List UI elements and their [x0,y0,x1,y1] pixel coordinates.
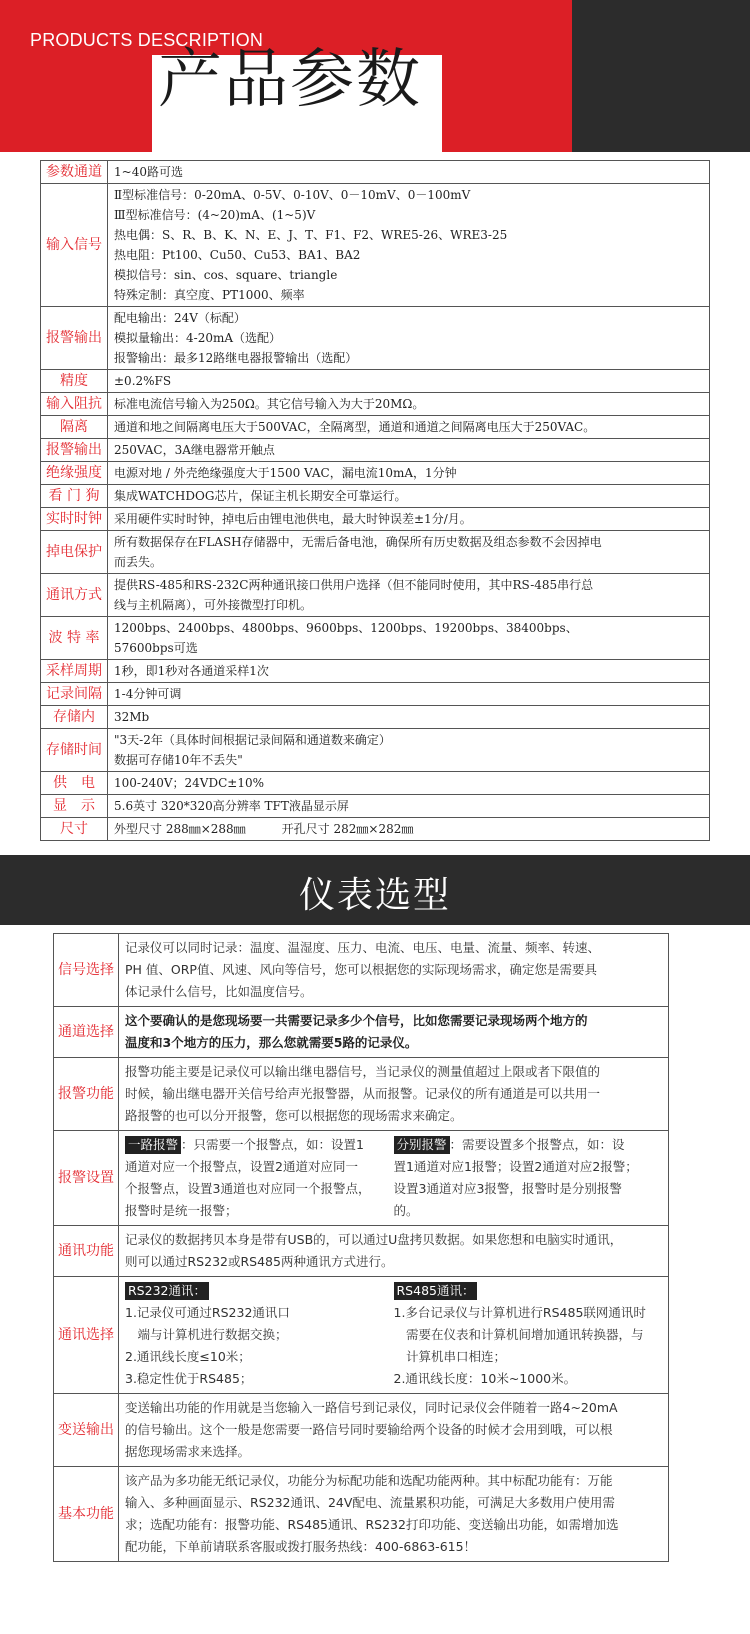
spec-row [41,307,710,370]
spec-value-line: 1200bps、2400bps、4800bps、9600bps、1200bps、19200bps、38400bps、 [114,621,578,635]
spec-row [41,485,710,508]
selection-row-signal [54,934,669,1007]
spec-value-line: 热电阻：Pt100、Cu50、Cu53、BA1、BA2 [114,248,361,262]
selection-row-basic [54,1467,669,1562]
row-label: 信号选择 [54,934,119,1007]
row-text: 记录仪的数据拷贝本身是带有USB的，可以通过U盘拷贝数据。如果您想和电脑实时通讯， 则可以通过RS232或RS485两种通讯方式进行。 [119,1226,669,1277]
row-label: 通道选择 [54,1007,119,1058]
spec-row [41,439,710,462]
spec-row [41,660,710,683]
spec-value-line: Ⅲ型标准信号：(4~20)mA、(1~5)V [114,208,316,222]
spec-label: 看 门 狗 [41,485,108,508]
row-text: 变送输出功能的作用就是当您输入一路信号到记录仪，同时记录仪会伴随着一路4~20mA 的信号输出。这个一般是您需要一路信号同时要输给两个设备的时候才会用到哦，可以根 据您现场需求来选择。 [119,1394,669,1467]
spec-row [41,370,710,393]
spec-value-line: 250VAC，3A继电器常开触点 [114,443,275,457]
rs232-tag: RS232通讯： [125,1282,209,1300]
spec-value-line: 模拟量输出：4-20mA（选配） [114,331,282,345]
rs232-column: RS232通讯： 1.记录仪可通过RS232通讯口 端与计算机进行数据交换； 2.通讯线长度≤10米； 3.稳定性优于RS485； [125,1283,290,1386]
spec-value [108,161,710,184]
spec-value [108,795,710,818]
spec-value [108,729,710,772]
spec-row [41,184,710,307]
spec-label: 供 电 [41,772,108,795]
selection-row-channel [54,1007,669,1058]
row-text [119,1131,669,1226]
row-label: 通讯功能 [54,1226,119,1277]
spec-label: 波 特 率 [41,617,108,660]
spec-value-line: 集成WATCHDOG芯片，保证主机长期安全可靠运行。 [114,489,407,503]
row-text: 这个要确认的是您现场要一共需要记录多少个信号，比如您需要记录现场两个地方的 温度和3个地方的压力，那么您就需要5路的记录仪。 [119,1007,669,1058]
spec-value-line: 标准电流信号输入为250Ω。其它信号输入为大于20MΩ。 [114,397,425,411]
selection-row-alarm-setting [54,1131,669,1226]
spec-label: 记录间隔 [41,683,108,706]
spec-row [41,706,710,729]
spec-value [108,772,710,795]
spec-value-line: ±0.2%FS [114,374,172,388]
alarm-separate-column: 分别报警 ：需要设置多个报警点，如：设 置1通道对应1报警；设置2通道对应2报警； 设置3通道对应3报警，报警时是分别报警 的。 [393,1137,638,1218]
rs485-column: RS485通讯： 1.多台记录仪与计算机进行RS485联网通讯时 需要在仪表和计算机间增加通讯转换器，与 计算机串口相连； 2.通讯线长度：10米~1000米。 [393,1283,646,1386]
selection-row-alarm-function [54,1058,669,1131]
spec-row [41,617,710,660]
spec-value-line: 热电偶：S、R、B、K、N、E、J、T、F1、F2、WRE5-26、WRE3-25 [114,228,508,242]
spec-row [41,161,710,184]
spec-value-line: 而丢失。 [114,555,163,569]
spec-value-line: 外型尺寸 288㎜×288㎜ 开孔尺寸 282㎜×282㎜ [114,822,414,836]
spec-value [108,307,710,370]
spec-value [108,706,710,729]
spec-value-line: 报警输出：最多12路继电器报警输出（选配） [114,351,358,365]
spec-value [108,818,710,841]
spec-value [108,462,710,485]
spec-value [108,683,710,706]
spec-value [108,439,710,462]
spec-value-line: 57600bps可选 [114,641,198,655]
spec-value [108,393,710,416]
spec-label: 尺寸 [41,818,108,841]
banner-dark-block [572,0,750,152]
spec-value-line: Ⅱ型标准信号：0-20mA、0-5V、0-10V、0－10mV、0－100mV [114,188,471,202]
spec-value-line: 通道和地之间隔离电压大于500VAC，全隔离型，通道和通道之间隔离电压大于250VAC。 [114,420,596,434]
spec-value [108,184,710,307]
spec-label: 掉电保护 [41,531,108,574]
spec-label: 输入信号 [41,184,108,307]
alarm-single-column: 一路报警 ：只需要一个报警点，如：设置1 通道对应一个报警点，设置2通道对应同一 个报警点，设置3通道也对应同一个报警点， 报警时是统一报警； [125,1137,371,1218]
spec-value [108,574,710,617]
alarm-separate-tag: 分别报警 [394,1136,450,1154]
spec-label: 隔离 [41,416,108,439]
spec-value-line: 5.6英寸 320*320高分辨率 TFT液晶显示屏 [114,799,349,813]
spec-value-line: 数据可存储10年不丢失" [114,753,243,767]
selection-row-transmit [54,1394,669,1467]
spec-label: 通讯方式 [41,574,108,617]
alarm-single-tag: 一路报警 [125,1136,181,1154]
spec-value [108,370,710,393]
spec-value-line: 32Mb [114,710,150,724]
spec-value-line: "3天-2年（具体时间根据记录间隔和通道数来确定） [114,733,391,747]
banner-title: 产品参数 [158,43,422,117]
spec-row [41,416,710,439]
spec-value-line: 1-4分钟可调 [114,687,182,701]
spec-row [41,818,710,841]
row-label: 基本功能 [54,1467,119,1562]
spec-value-line: 电源对地 / 外壳绝缘强度大于1500 VAC，漏电流10mA，1分钟 [114,466,457,480]
spec-label: 绝缘强度 [41,462,108,485]
spec-row [41,508,710,531]
rs485-tag: RS485通讯： [394,1282,478,1300]
spec-value-line: 采用硬件实时时钟，掉电后由锂电池供电，最大时钟误差±1分/月。 [114,512,472,526]
spec-value-line: 线与主机隔离），可外接微型打印机。 [114,598,313,612]
spec-row [41,462,710,485]
spec-label: 输入阻抗 [41,393,108,416]
spec-table [40,160,710,841]
spec-row [41,795,710,818]
spec-value-line: 提供RS-485和RS-232C两种通讯接口供用户选择（但不能同时使用，其中RS-485串行总 [114,578,594,592]
spec-label: 显 示 [41,795,108,818]
spec-value [108,531,710,574]
row-text [119,1277,669,1394]
spec-row [41,393,710,416]
row-text: 记录仪可以同时记录：温度、温湿度、压力、电流、电压、电量、流量、频率、转速、 PH 值、ORP值、风速、风向等信号，您可以根据您的实际现场需求，确定您是需要具 体记录什么信号，比如温度信号。 [119,934,669,1007]
selection-table [53,933,669,1562]
spec-label: 精度 [41,370,108,393]
spec-label: 采样周期 [41,660,108,683]
row-text: 报警功能主要是记录仪可以输出继电器信号，当记录仪的测量值超过上限或者下限值的 时候，输出继电器开关信号给声光报警器，从而报警。记录仪的所有通道是可以共用一 路报警的也可以分开报警，您可以根据您的现场需求来确定。 [119,1058,669,1131]
row-label: 变送输出 [54,1394,119,1467]
selection-banner [0,855,750,925]
row-label: 通讯选择 [54,1277,119,1394]
spec-row [41,772,710,795]
selection-row-comm-select [54,1277,669,1394]
spec-value-line: 模拟信号：sin、cos、square、triangle [114,268,338,282]
spec-label: 存储时间 [41,729,108,772]
spec-value [108,416,710,439]
banner-subtitle: PRODUCTS DESCRIPTION [30,30,264,50]
spec-row [41,683,710,706]
spec-value-line: 所有数据保存在FLASH存储器中，无需后备电池，确保所有历史数据及组态参数不会因掉电 [114,535,602,549]
spec-row [41,531,710,574]
spec-value-line: 特殊定制：真空度、PT1000、频率 [114,288,305,302]
spec-row [41,729,710,772]
spec-value-line: 1秒，即1秒对各通道采样1次 [114,664,269,678]
spec-value [108,508,710,531]
spec-value [108,485,710,508]
products-banner [0,0,750,152]
row-text: 该产品为多功能无纸记录仪，功能分为标配功能和选配功能两种。其中标配功能有：万能 输入、多种画面显示、RS232通讯、24V配电、流量累积功能，可满足大多数用户使用需 求；选配功能有：报警功能、RS485通讯、RS232打印功能、变送输出功能，如需增加选 配功能，下单前请联系客服或拨打服务热线：400-6863-615！ [119,1467,669,1562]
spec-label: 报警输出 [41,439,108,462]
selection-title: 仪表选型 [298,875,451,916]
row-label: 报警功能 [54,1058,119,1131]
spec-value [108,617,710,660]
spec-value-line: 1~40路可选 [114,165,183,179]
row-label: 报警设置 [54,1131,119,1226]
spec-value-line: 100-240V；24VDC±10% [114,776,264,790]
spec-label: 实时时钟 [41,508,108,531]
selection-row-comm-function [54,1226,669,1277]
spec-row [41,574,710,617]
spec-value [108,660,710,683]
spec-label: 参数通道 [41,161,108,184]
spec-value-line: 配电输出：24V（标配） [114,311,246,325]
spec-label: 存储内 [41,706,108,729]
spec-label: 报警输出 [41,307,108,370]
